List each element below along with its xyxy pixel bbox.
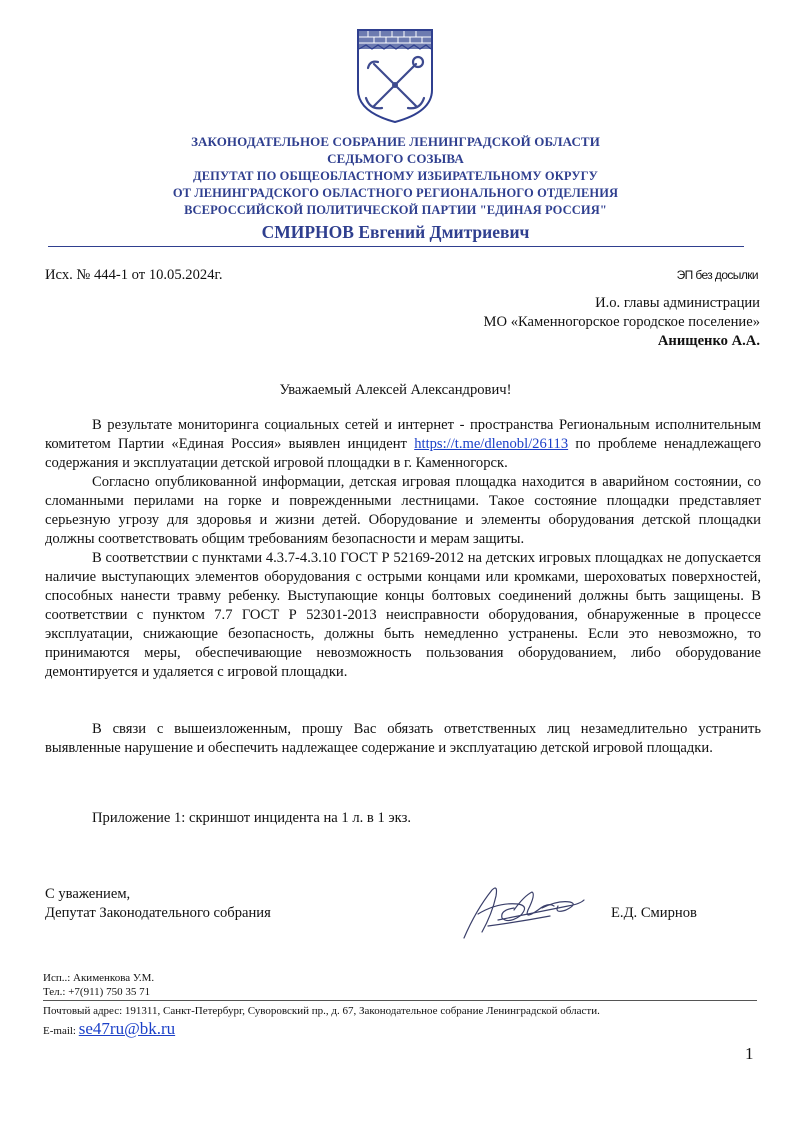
deputy-info-line-2: ОТ ЛЕНИНГРАДСКОГО ОБЛАСТНОГО РЕГИОНАЛЬНОГО ОТДЕЛЕНИЯ — [172, 186, 619, 200]
paragraph-2: Согласно опубликованной информации, детская игровая площадка находится в аварийном состоянии, со сломанными перилами на горке и поврежденными лестницами. Такое состояние площадки представляет серьезную угрозу для здоровья и жизни детей. Оборудование и элементы оборудования детской площадки должны соответствовать общим требованиям безопасности и мерам защиты. — [45, 474, 761, 547]
org-name-line-1: ЗАКОНОДАТЕЛЬНОЕ СОБРАНИЕ ЛЕНИНГРАДСКОЙ ОБЛАСТИ — [191, 134, 600, 149]
deputy-name: СМИРНОВ Евгений Дмитриевич — [261, 222, 530, 242]
delivery-stamp: ЭП без досылки — [676, 268, 758, 282]
page-number: 1 — [745, 1044, 754, 1063]
postal-address: Почтовый адрес: 191311, Санкт-Петербург, Суворовский пр., д. 67, Законодательное собрание Ленинградской области. — [43, 1005, 600, 1017]
salutation: Уважаемый Алексей Александрович! — [279, 382, 512, 398]
executor-phone: Тел.: +7(911) 750 35 71 — [43, 986, 151, 998]
signer-name: Е.Д. Смирнов — [611, 905, 697, 921]
regards: С уважением, — [45, 886, 131, 902]
executor: Исп..: Акименкова У.М. — [43, 972, 155, 984]
letter-body — [45, 416, 761, 682]
signer-position: Депутат Законодательного собрания — [45, 905, 271, 921]
paragraph-4: В связи с вышеизложенным, прошу Вас обязать ответственных лиц незамедлительно устранить выявленные нарушение и обеспечить надлежащее содержание и эксплуатацию детской игровой площадки. — [45, 721, 761, 756]
email-label: E-mail: — [43, 1025, 79, 1037]
email-link[interactable]: se47ru@bk.ru — [78, 1019, 176, 1038]
paragraph-1-text-a: В результате мониторинга социальных сетей и интернет - пространства Региональным исполнительным комитетом Партии «Единая Россия» выявлен инцидент — [45, 417, 761, 452]
deputy-info-line-3: ВСЕРОССИЙСКОЙ ПОЛИТИЧЕСКОЙ ПАРТИИ "ЕДИНАЯ РОССИЯ" — [184, 203, 607, 217]
org-name-line-2: СЕДЬМОГО СОЗЫВА — [327, 151, 464, 166]
outgoing-number: Исх. № 444-1 от 10.05.2024г. — [45, 267, 223, 283]
deputy-info-line-1: ДЕПУТАТ ПО ОБЩЕОБЛАСТНОМУ ИЗБИРАТЕЛЬНОМУ ОКРУГУ — [193, 169, 598, 183]
handwritten-signature — [458, 880, 588, 942]
coat-of-arms-emblem — [356, 28, 434, 124]
paragraph-1 — [45, 416, 761, 473]
paragraph-1-text-b: по проблеме ненадлежащего содержания и эксплуатации детской игровой площадки в г. Каменногорск. — [45, 436, 761, 471]
incident-link[interactable]: https://t.me/dlenobl/26113 — [414, 436, 569, 452]
addressee-line-3: Анищенко А.А. — [657, 333, 760, 349]
header-divider — [48, 246, 744, 247]
attachment-note: Приложение 1: скриншот инцидента на 1 л. в 1 экз. — [92, 810, 411, 826]
footer-divider — [43, 1000, 757, 1001]
paragraph-3: В соответствии с пунктами 4.3.7-4.3.10 ГОСТ Р 52169-2012 на детских игровых площадках не допускается наличие выступающих элементов оборудования с острыми концами или кромками, шероховатых поверхностей, способных нанести травму ребенку. Выступающие концы болтовых соединений должны быть защищены. В соответствии с пунктом 7.7 ГОСТ Р 52301-2013 неисправности оборудования, обнаруженные в процессе эксплуатации, снижающие безопасность, должны быть немедленно устранены. Если это невозможно, то принимаются меры, обеспечивающие невозможность пользования оборудованием, либо оборудование демонтируется и удаляется с игровой площадки. — [45, 550, 761, 680]
addressee-line-1: И.о. главы администрации — [595, 295, 760, 311]
addressee-line-2: МО «Каменногорское городское поселение» — [483, 314, 760, 330]
email-row — [43, 1019, 175, 1039]
request-paragraph — [45, 720, 761, 758]
